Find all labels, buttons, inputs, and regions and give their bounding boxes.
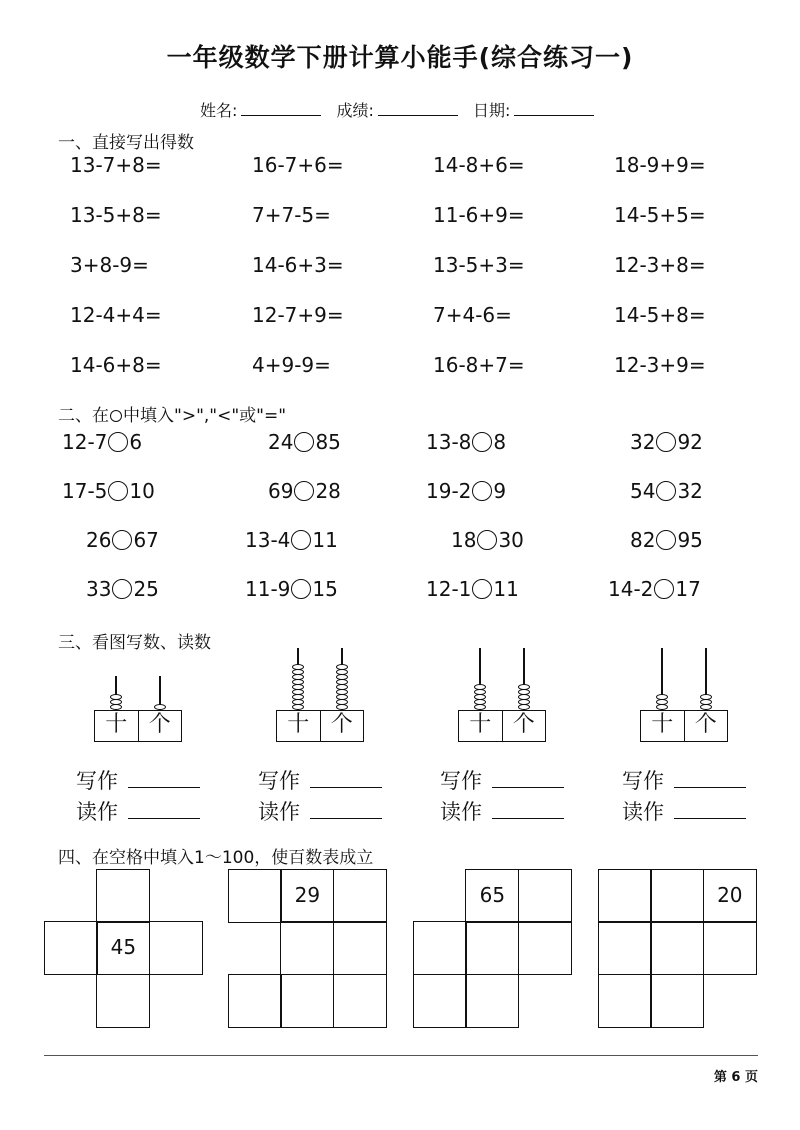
compare-left: 13-4 xyxy=(245,528,291,552)
compare-right: 85 xyxy=(315,430,341,454)
compare-right: 6 xyxy=(129,430,143,454)
empty-cell[interactable] xyxy=(598,974,652,1028)
page-title: 一年级数学下册计算小能手(综合练习一) xyxy=(166,43,634,72)
empty-cell[interactable] xyxy=(44,921,98,975)
empty-cell[interactable] xyxy=(228,974,282,1028)
compare-problem xyxy=(426,479,506,503)
score-blank[interactable] xyxy=(378,101,458,116)
arith-problem: 18-9+9= xyxy=(614,153,706,177)
compare-problem xyxy=(245,528,338,552)
place-value-box xyxy=(94,710,182,742)
arith-problem: 13-5+3= xyxy=(433,253,525,277)
empty-cell[interactable] xyxy=(333,869,387,923)
empty-cell[interactable] xyxy=(333,921,387,975)
arith-problem: 16-7+6= xyxy=(252,153,344,177)
place-value-box xyxy=(276,710,364,742)
read-label: 读作 xyxy=(622,800,664,824)
abacus-bead xyxy=(474,684,486,690)
abacus-bead xyxy=(292,664,304,670)
info-row xyxy=(200,98,604,121)
tens-label: 十 xyxy=(277,711,321,741)
tens-label: 十 xyxy=(95,711,139,741)
compare-right: 8 xyxy=(493,430,507,454)
date-label: 日期: xyxy=(473,101,511,120)
abacus xyxy=(640,648,728,742)
empty-cell[interactable] xyxy=(598,869,652,923)
name-blank[interactable] xyxy=(241,101,321,116)
arith-problem: 12-3+8= xyxy=(614,253,706,277)
empty-cell[interactable] xyxy=(518,921,572,975)
answer-circle[interactable] xyxy=(112,530,132,550)
section3-heading: 三、看图写数、读数 xyxy=(58,633,211,653)
compare-right: 67 xyxy=(133,528,159,552)
answer-circle[interactable] xyxy=(108,432,128,452)
compare-problem xyxy=(426,577,519,601)
empty-cell[interactable] xyxy=(650,974,704,1028)
arith-problem: 12-3+9= xyxy=(614,353,706,377)
compare-left: 18 xyxy=(451,528,477,552)
section2-heading-post: 中填入">","<"或"=" xyxy=(123,406,287,426)
compare-right: 17 xyxy=(675,577,701,601)
empty-cell[interactable] xyxy=(465,921,519,975)
answer-blank[interactable] xyxy=(310,818,382,819)
empty-cell[interactable] xyxy=(465,974,519,1028)
compare-right: 11 xyxy=(493,577,519,601)
arith-problem: 3+8-9= xyxy=(70,253,149,277)
compare-problem xyxy=(86,528,159,552)
date-blank[interactable] xyxy=(514,101,594,116)
compare-problem xyxy=(630,528,703,552)
answer-circle[interactable] xyxy=(656,481,676,501)
place-value-box xyxy=(640,710,728,742)
write-row xyxy=(258,765,382,795)
answer-circle[interactable] xyxy=(472,579,492,599)
ones-label: 个 xyxy=(694,712,717,737)
compare-problem xyxy=(451,528,524,552)
empty-cell[interactable] xyxy=(413,974,467,1028)
compare-left: 33 xyxy=(86,577,112,601)
empty-cell[interactable] xyxy=(280,921,334,975)
answer-circle[interactable] xyxy=(112,579,132,599)
write-row xyxy=(76,765,200,795)
answer-blank[interactable] xyxy=(674,787,746,788)
answer-blank[interactable] xyxy=(128,787,200,788)
compare-left: 13-8 xyxy=(426,430,472,454)
arith-problem: 16-8+7= xyxy=(433,353,525,377)
arith-problem: 4+9-9= xyxy=(252,353,331,377)
read-label: 读作 xyxy=(440,800,482,824)
place-value-box xyxy=(458,710,546,742)
arith-problem: 12-4+4= xyxy=(70,303,162,327)
compare-right: 9 xyxy=(493,479,507,503)
answer-circle[interactable] xyxy=(108,481,128,501)
answer-circle[interactable] xyxy=(477,530,497,550)
compare-problem xyxy=(608,577,701,601)
arith-problem: 14-6+3= xyxy=(252,253,344,277)
compare-right: 30 xyxy=(498,528,524,552)
write-label: 写作 xyxy=(622,769,664,793)
read-row xyxy=(440,796,564,826)
score-label: 成绩: xyxy=(336,101,374,120)
compare-problem xyxy=(62,479,155,503)
given-number-cell: 20 xyxy=(703,869,757,923)
write-label: 写作 xyxy=(76,769,118,793)
write-row xyxy=(622,765,746,795)
answer-circle[interactable] xyxy=(656,530,676,550)
write-label: 写作 xyxy=(258,769,300,793)
compare-left: 12-1 xyxy=(426,577,472,601)
abacus xyxy=(458,648,546,742)
page-number: 第 6 页 xyxy=(713,1070,758,1085)
compare-problem xyxy=(426,430,506,454)
ones-label: 个 xyxy=(330,712,353,737)
answer-circle[interactable] xyxy=(291,530,311,550)
empty-cell[interactable] xyxy=(228,869,282,923)
empty-cell[interactable] xyxy=(333,974,387,1028)
empty-cell[interactable] xyxy=(280,974,334,1028)
compare-right: 92 xyxy=(677,430,703,454)
empty-cell[interactable] xyxy=(650,921,704,975)
compare-left: 24 xyxy=(268,430,294,454)
footer-divider xyxy=(44,1055,758,1056)
compare-problem xyxy=(86,577,159,601)
empty-cell[interactable] xyxy=(413,921,467,975)
compare-problem xyxy=(268,479,341,503)
compare-problem xyxy=(62,430,142,454)
compare-left: 19-2 xyxy=(426,479,472,503)
arith-problem: 14-5+8= xyxy=(614,303,706,327)
arith-problem: 11-6+9= xyxy=(433,203,525,227)
empty-cell[interactable] xyxy=(598,921,652,975)
given-number-cell: 29 xyxy=(280,869,334,923)
answer-blank[interactable] xyxy=(492,818,564,819)
section1-heading: 一、直接写出得数 xyxy=(58,133,194,153)
abacus xyxy=(94,648,182,742)
arith-problem: 12-7+9= xyxy=(252,303,344,327)
abacus-bead xyxy=(336,664,348,670)
ones-label: 个 xyxy=(148,712,171,737)
read-row xyxy=(622,796,746,826)
arith-problem: 13-7+8= xyxy=(70,153,162,177)
read-row xyxy=(258,796,382,826)
given-number-cell: 65 xyxy=(465,869,519,923)
compare-left: 12-7 xyxy=(62,430,108,454)
compare-right: 32 xyxy=(677,479,703,503)
empty-cell[interactable] xyxy=(96,869,150,923)
answer-blank[interactable] xyxy=(310,787,382,788)
answer-circle[interactable] xyxy=(291,579,311,599)
compare-left: 82 xyxy=(630,528,656,552)
read-label: 读作 xyxy=(258,800,300,824)
answer-circle[interactable] xyxy=(294,432,314,452)
compare-left: 17-5 xyxy=(62,479,108,503)
read-label: 读作 xyxy=(76,800,118,824)
arith-problem: 13-5+8= xyxy=(70,203,162,227)
compare-left: 26 xyxy=(86,528,112,552)
empty-cell[interactable] xyxy=(518,869,572,923)
compare-left: 11-9 xyxy=(245,577,291,601)
compare-problem xyxy=(630,479,703,503)
answer-blank[interactable] xyxy=(492,787,564,788)
arith-problem: 7+4-6= xyxy=(433,303,512,327)
section2-heading-pre: 二、在 xyxy=(58,406,109,426)
abacus-bead xyxy=(700,694,712,700)
abacus-bead xyxy=(518,684,530,690)
compare-problem xyxy=(245,577,338,601)
compare-right: 15 xyxy=(312,577,338,601)
empty-cell[interactable] xyxy=(703,921,757,975)
empty-cell[interactable] xyxy=(149,921,203,975)
write-row xyxy=(440,765,564,795)
compare-left: 32 xyxy=(630,430,656,454)
compare-right: 25 xyxy=(133,577,159,601)
compare-left: 54 xyxy=(630,479,656,503)
write-label: 写作 xyxy=(440,769,482,793)
tens-label: 十 xyxy=(459,711,503,741)
read-row xyxy=(76,796,200,826)
ones-label: 个 xyxy=(512,712,535,737)
given-number-cell: 45 xyxy=(96,921,150,975)
arith-problem: 14-6+8= xyxy=(70,353,162,377)
compare-left: 69 xyxy=(268,479,294,503)
section2-heading xyxy=(58,401,286,426)
compare-problem xyxy=(630,430,703,454)
answer-blank[interactable] xyxy=(674,818,746,819)
compare-right: 10 xyxy=(129,479,155,503)
answer-circle[interactable] xyxy=(656,432,676,452)
answer-circle[interactable] xyxy=(294,481,314,501)
tens-label: 十 xyxy=(641,711,685,741)
answer-circle[interactable] xyxy=(654,579,674,599)
arith-problem: 14-5+5= xyxy=(614,203,706,227)
name-label: 姓名: xyxy=(200,101,238,120)
arith-problem: 14-8+6= xyxy=(433,153,525,177)
empty-cell[interactable] xyxy=(96,974,150,1028)
abacus xyxy=(276,648,364,742)
answer-blank[interactable] xyxy=(128,818,200,819)
compare-right: 11 xyxy=(312,528,338,552)
compare-right: 95 xyxy=(677,528,703,552)
answer-circle[interactable] xyxy=(472,432,492,452)
answer-circle[interactable] xyxy=(472,481,492,501)
compare-right: 28 xyxy=(315,479,341,503)
abacus-bead xyxy=(110,694,122,700)
circle-icon xyxy=(110,410,122,422)
empty-cell[interactable] xyxy=(650,869,704,923)
abacus-bead xyxy=(656,694,668,700)
section4-heading: 四、在空格中填入1～100，使百数表成立 xyxy=(58,848,374,868)
arith-problem: 7+7-5= xyxy=(252,203,331,227)
compare-problem xyxy=(268,430,341,454)
compare-left: 14-2 xyxy=(608,577,654,601)
